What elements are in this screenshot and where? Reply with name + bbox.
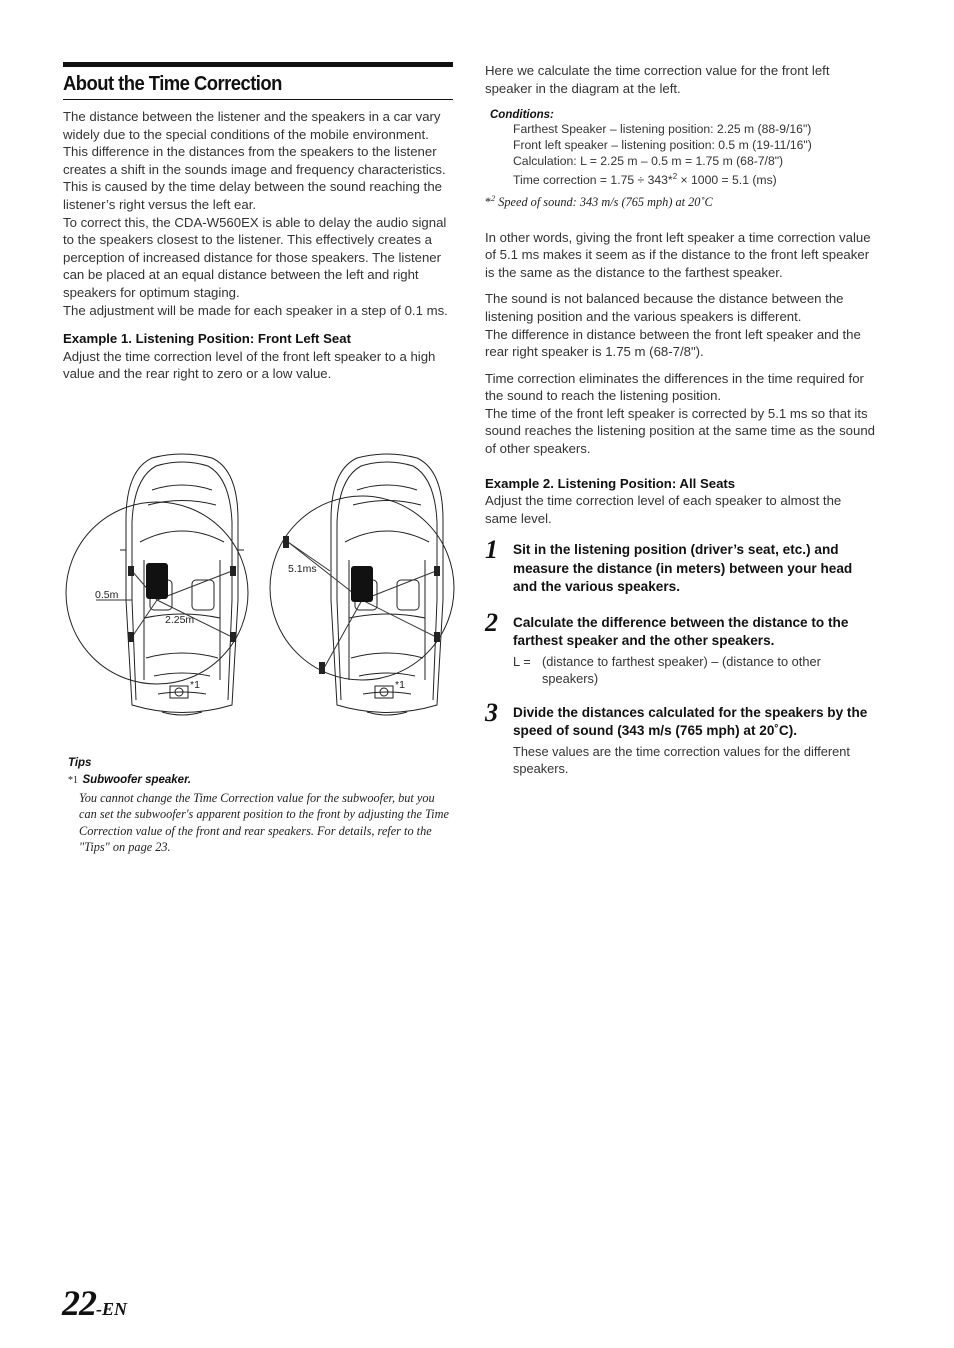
tips-subheading: Subwoofer speaker. — [82, 774, 192, 786]
step-3 — [485, 697, 877, 777]
example1-text: Adjust the time correction level of the front left speaker to a high value and the rear right to zero or a low value. — [63, 348, 436, 382]
step-3-text: Divide the distances calculated for the speakers by the speed of sound (343 m/s (765 mph) at 20˚C). — [513, 704, 868, 739]
condition-line-3: Calculation: L = 2.25 m – 0.5 m = 1.75 m (68-7/8") — [513, 154, 784, 169]
left-column — [63, 62, 453, 383]
paragraph-3a: Time correction eliminates the differences in the time required for the sound to reach the listening position. — [485, 370, 864, 404]
step-1 — [485, 535, 877, 597]
right-column — [485, 62, 877, 777]
label-star1-right: *1 — [395, 679, 405, 691]
paragraph-3b: The time of the front left speaker is corrected by 5.1 ms so that its sound reaches the listening position at the same time as the sound of other speakers. — [485, 405, 876, 457]
calc-intro: Here we calculate the time correction value for the front left speaker in the diagram at the left. — [485, 63, 830, 96]
listener-seat-right — [351, 566, 373, 602]
tips-block — [63, 757, 455, 855]
intro-paragraph-3: The adjustment will be made for each speaker in a step of 0.1 ms. — [63, 302, 448, 318]
condition-line-4: Time correction = 1.75 ÷ 343*$^2$ × 1000 = 5.1 (ms) — [513, 172, 777, 188]
car-right — [331, 454, 443, 715]
step-1-number: 1 — [485, 535, 498, 565]
tips-heading: Tips — [68, 757, 92, 769]
conditions-heading: Conditions: — [490, 109, 554, 122]
speaker-lines-right — [288, 542, 436, 668]
step-3-subtext: These values are the time correction values for the different speakers. — [513, 743, 850, 776]
intro-paragraph-1: The distance between the listener and the speakers in a car vary widely due to the special conditions of the mobile environment. This difference in the distances from the speakers to the listener creates a shift in the sounds image and frequency characteristics. This is caused by the time delay between the sound reaching the listener’s right versus the left ear. — [63, 109, 446, 212]
intro-paragraph-2: To correct this, the CDA-W560EX is able to delay the audio signal to the speakers closest to the listener. This effectively creates a perception of increased distance for those speakers. The listener can be placed at an equal distance between the left and right speakers for optimum staging. — [63, 214, 447, 300]
tips-body: You cannot change the Time Correction value for the subwoofer, but you can set the subwoofer's apparent position to the front by adjusting the Time Correction value of the front and rear speakers. For details, refer to the "Tips" on page 23. — [79, 791, 449, 854]
example2-text: Adjust the time correction level of each speaker to almost the same level. — [485, 493, 842, 526]
page-number: 22-EN — [62, 1283, 127, 1323]
step-2 — [485, 607, 877, 687]
section-title: About the Time Correction — [63, 72, 282, 95]
car-left — [120, 454, 244, 715]
label-51ms: 5.1ms — [288, 563, 317, 575]
step-1-text: Sit in the listening position (driver’s seat, etc.) and measure the distance (in meters) between your head and the various speakers. — [513, 542, 853, 595]
label-05m: 0.5m — [95, 589, 119, 601]
footnote-speed: *$^2$ Speed of sound: 343 m/s (765 mph) at 20˚C — [485, 194, 713, 210]
step-2-formula: L = (distance to farthest speaker) – (distance to other speakers) — [513, 653, 821, 686]
title-rule-top — [63, 62, 453, 67]
label-star1-left: *1 — [190, 679, 200, 691]
label-225m: 2.25m — [165, 614, 195, 626]
paragraph-2a: The sound is not balanced because the distance between the listening position and the various speakers is different. — [485, 291, 844, 324]
paragraph-2b: The difference in distance between the front left speaker and the rear right speaker is 1.75 m (68-7/8"). — [485, 326, 861, 360]
car-speaker-diagram — [62, 450, 458, 740]
example2-heading: Example 2. Listening Position: All Seats — [485, 475, 736, 491]
condition-line-2: Front left speaker – listening position: 0.5 m (19-11/16") — [513, 138, 812, 153]
step-2-text: Calculate the difference between the distance to the farthest speaker and the other speakers. — [513, 614, 849, 649]
listener-seat-left — [146, 563, 168, 599]
paragraph-1: In other words, giving the front left speaker a time correction value of 5.1 ms makes it seem as if the distance to the front left speaker is the same as the distance to the farthest speaker. — [485, 229, 871, 280]
step-3-number: 3 — [485, 697, 498, 727]
condition-line-1: Farthest Speaker – listening position: 2.25 m (88-9/16") — [513, 122, 812, 137]
example1-heading: Example 1. Listening Position: Front Left Seat — [63, 331, 351, 347]
step-2-number: 2 — [485, 607, 498, 637]
tips-marker: *1 — [68, 775, 78, 786]
